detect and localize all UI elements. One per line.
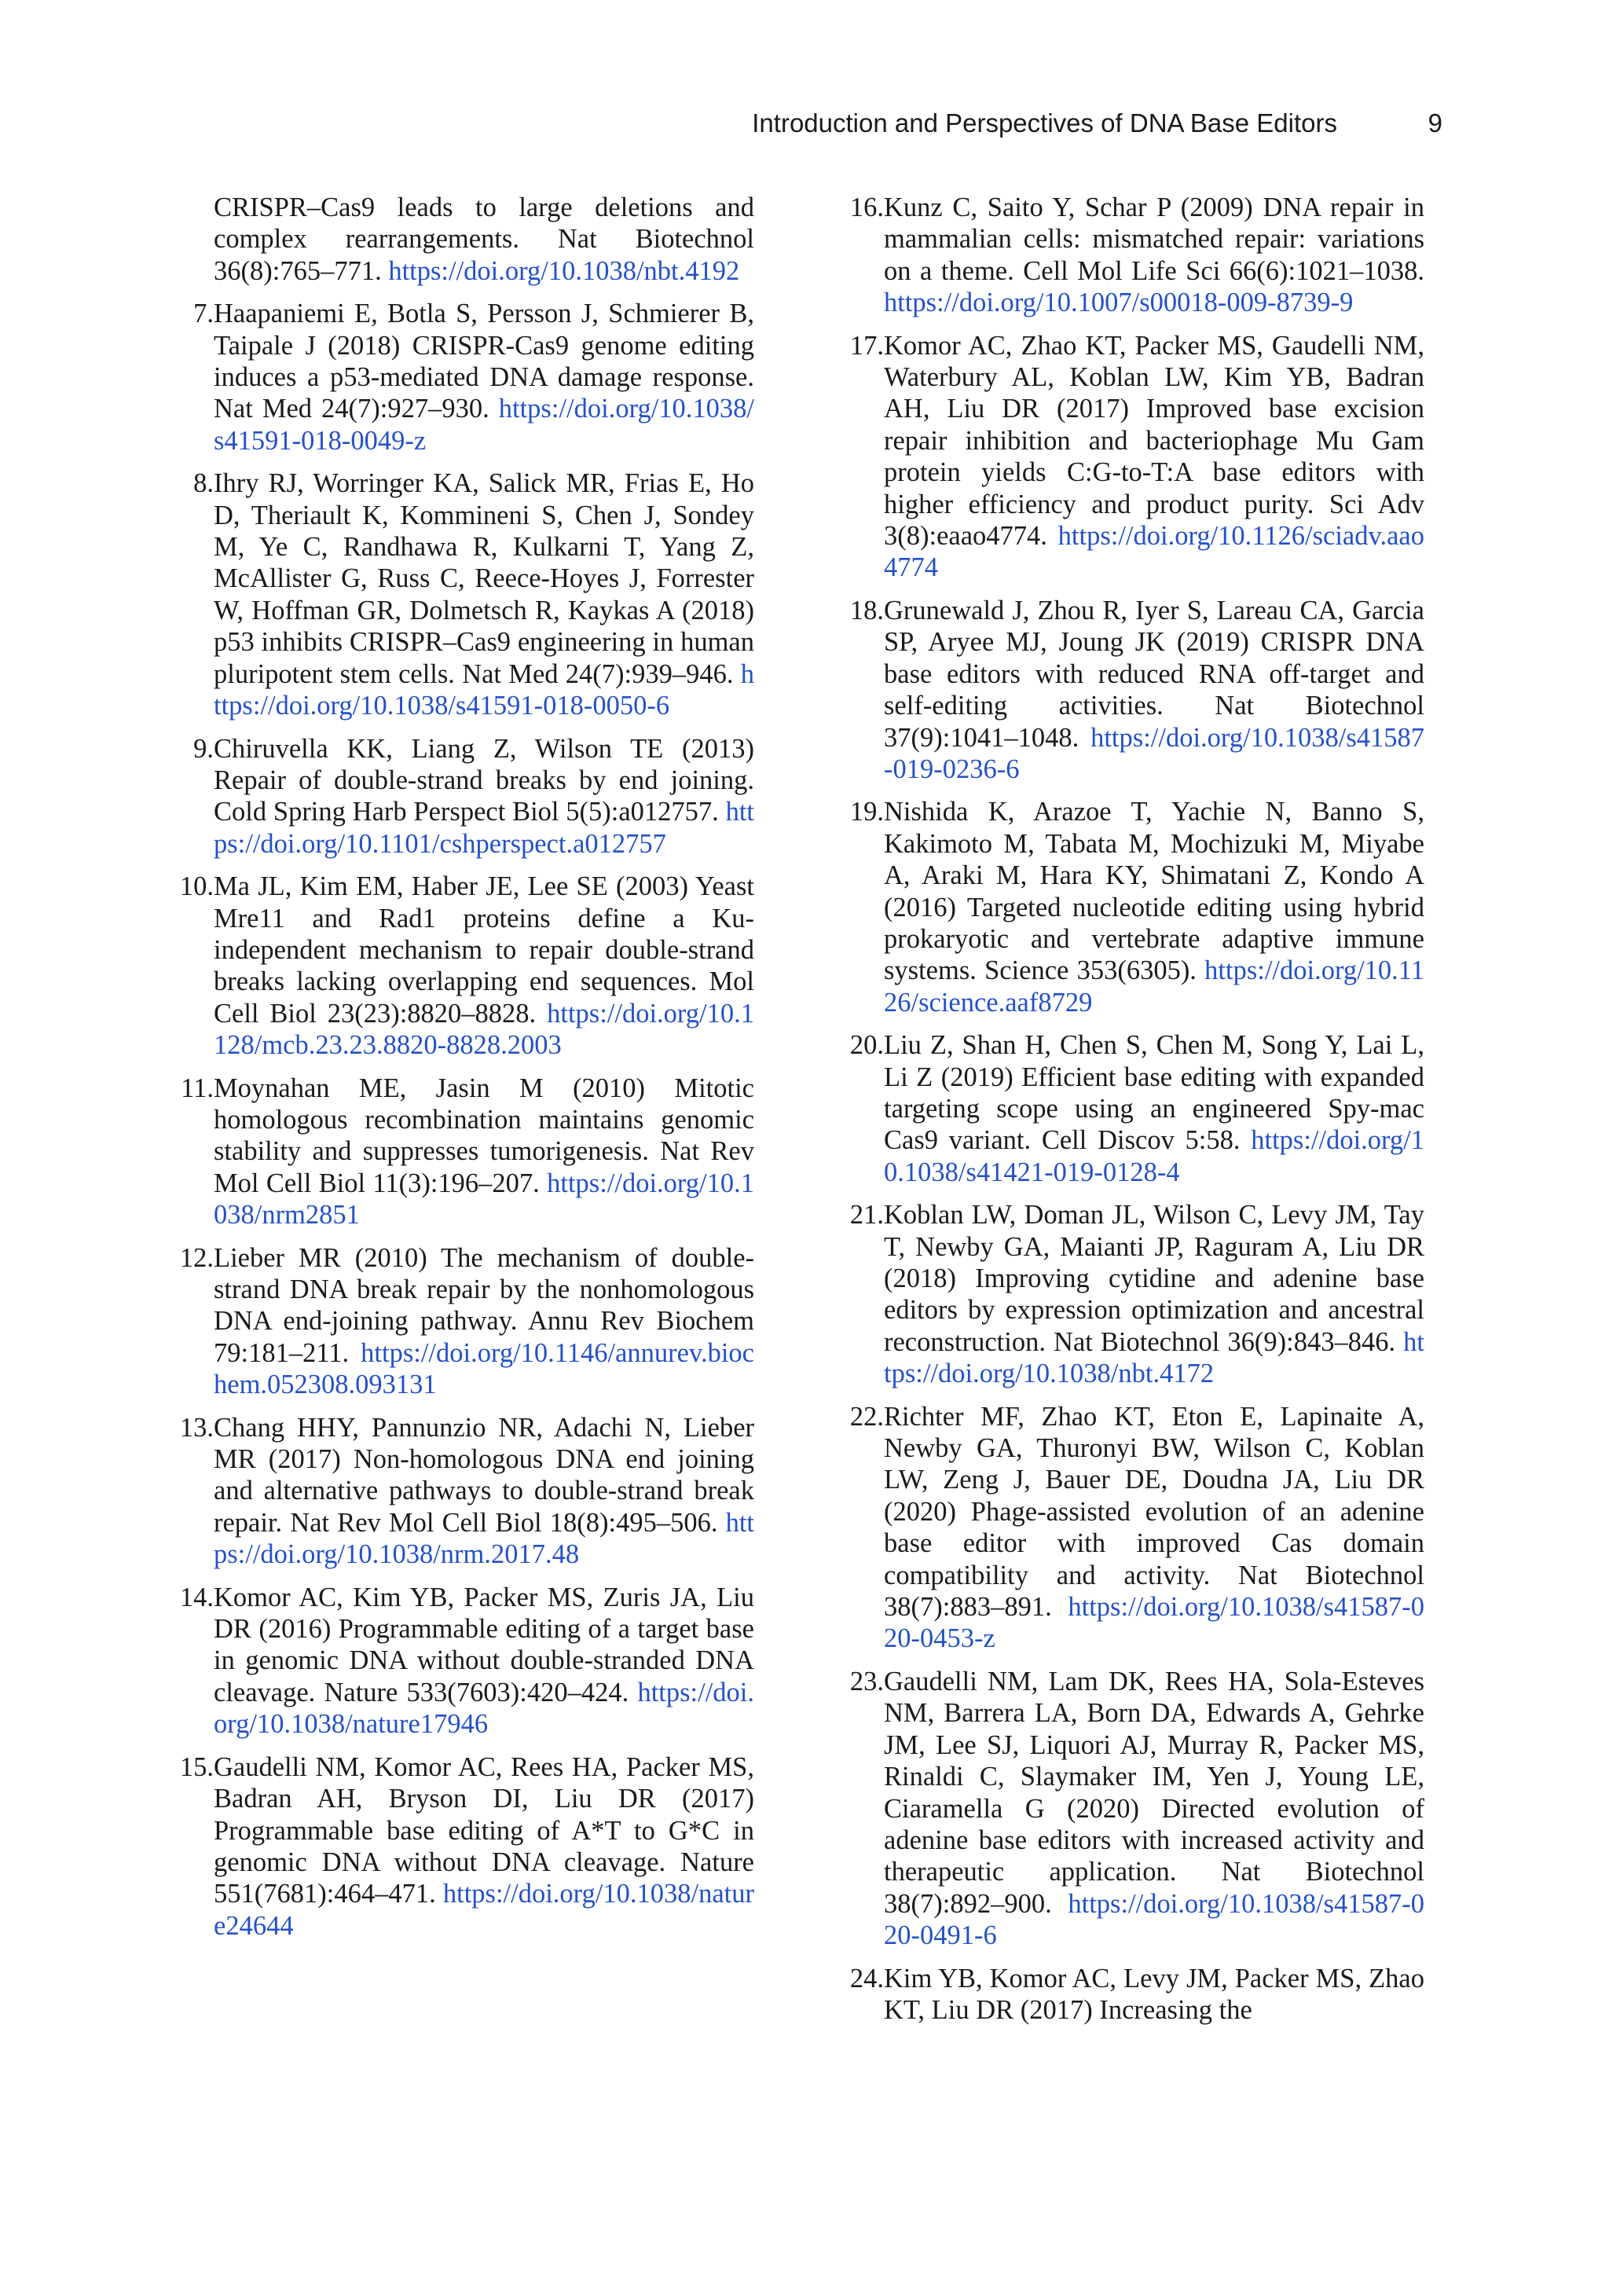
reference-item [843, 1666, 1424, 1952]
reference-number [843, 1401, 884, 1432]
doi-link[interactable]: https://doi.org/10.1126/science.aaf8729 [884, 955, 1425, 1018]
reference-item [173, 1751, 754, 1942]
doi-link[interactable]: https://doi.org/10.1038/nature17946 [214, 1677, 754, 1740]
doi-link[interactable]: https://doi.org/10.1038/s41587-020-0453-z [884, 1592, 1424, 1654]
reference-item [843, 1401, 1424, 1655]
doi-link[interactable]: https://doi.org/10.1038/nbt.4172 [884, 1326, 1424, 1389]
reference-number-label: 23. [849, 1666, 884, 1696]
doi-link[interactable]: https://doi.org/10.1101/cshperspect.a012757 [214, 797, 754, 859]
left-column [173, 192, 754, 1953]
reference-number [843, 1963, 884, 1994]
reference-number-label: 9. [193, 733, 214, 764]
reference-number [843, 1666, 884, 1697]
reference-item [173, 298, 754, 457]
reference-item [843, 595, 1424, 785]
doi-link[interactable]: https://doi.org/10.1038/s41591-018-0050-6 [214, 658, 755, 721]
reference-number [173, 298, 214, 329]
reference-number-label: 11. [181, 1073, 214, 1103]
page-number: 9 [1428, 108, 1442, 138]
reference-text: Haapaniemi E, Botla S, Persson J, Schmierer B, Taipale J (2018) CRISPR-Cas9 genome editing induces a p53-mediated DNA damage response. Nat Med 24(7):927–930. [214, 299, 754, 424]
reference-number-label: 22. [849, 1401, 884, 1432]
reference-text: Chang HHY, Pannunzio NR, Adachi N, Lieber MR (2017) Non-homologous DNA end joining and alternative pathways to double-strand break repair. Nat Rev Mol Cell Biol 18(8):495–506. [214, 1412, 754, 1538]
reference-text: Kim YB, Komor AC, Levy JM, Packer MS, Zhao KT, Liu DR (2017) Increasing the [884, 1963, 1424, 2025]
reference-text: Koblan LW, Doman JL, Wilson C, Levy JM, Tay T, Newby GA, Maianti JP, Raguram A, Liu DR (2018) Improving cytidine and adenine base editors by expression optimization and ancestral reconstruction. Nat Biotechnol 36(9):843–846. [884, 1200, 1424, 1357]
reference-text: Chiruvella KK, Liang Z, Wilson TE (2013) Repair of double-strand breaks by end joining. Cold Spring Harb Perspect Biol 5(5):a012757. [214, 733, 754, 827]
doi-link[interactable]: https://doi.org/10.1038/s41421-019-0128-4 [884, 1125, 1425, 1187]
doi-link[interactable]: https://doi.org/10.1038/nbt.4192 [388, 255, 740, 286]
reference-text: CRISPR–Cas9 leads to large deletions and complex rearrangements. Nat Biotechnol 36(8):765–771. [214, 193, 754, 286]
doi-link[interactable]: https://doi.org/10.1038/nrm.2017.48 [214, 1507, 755, 1570]
reference-item [843, 1963, 1424, 2026]
reference-list-right [843, 192, 1424, 2026]
reference-item [173, 871, 754, 1061]
running-title: Introduction and Perspectives of DNA Base Editors [752, 108, 1337, 138]
reference-item [843, 796, 1424, 1018]
reference-number-label: 21. [849, 1200, 884, 1231]
reference-number-label: 18. [849, 595, 884, 625]
reference-text: Komor AC, Kim YB, Packer MS, Zuris JA, Liu DR (2016) Programmable editing of a target base in genomic DNA without double-stranded DNA cleavage. Nature 533(7603):420–424. [214, 1582, 754, 1707]
reference-number-label: 14. [179, 1582, 214, 1612]
reference-item [173, 1412, 754, 1571]
reference-number [173, 1412, 214, 1443]
reference-item [843, 192, 1424, 319]
reference-text: Nishida K, Arazoe T, Yachie N, Banno S, Kakimoto M, Tabata M, Mochizuki M, Miyabe A, Araki M, Hara KY, Shimatani Z, Kondo A (2016) Targeted nucleotide editing using hybrid prokaryotic and vertebrate adaptive immune systems. Science 353(6305). [884, 797, 1424, 986]
reference-text: Lieber MR (2010) The mechanism of double-strand DNA break repair by the nonhomologous DNA end-joining pathway. Annu Rev Biochem 79:181–211. [214, 1242, 754, 1368]
reference-text: Gaudelli NM, Komor AC, Rees HA, Packer MS, Badran AH, Bryson DI, Liu DR (2017) Programmable base editing of A*T to G*C in genomic DNA without DNA cleavage. Nature 551(7681):464–471. [214, 1751, 754, 1909]
reference-item [173, 733, 754, 860]
reference-number [173, 871, 214, 902]
reference-number [173, 468, 214, 499]
reference-list-left [173, 298, 754, 1942]
reference-number [843, 192, 884, 223]
reference-number-label: 24. [849, 1963, 884, 1993]
reference-number-label: 12. [179, 1242, 214, 1273]
reference-continued [173, 192, 754, 287]
reference-item [173, 1242, 754, 1401]
doi-link[interactable]: https://doi.org/10.1038/s41591-018-0049-z [214, 394, 754, 456]
reference-text: Moynahan ME, Jasin M (2010) Mitotic homologous recombination maintains genomic stability and suppresses tumorigenesis. Nat Rev Mol Cell Biol 11(3):196–207. [214, 1073, 754, 1198]
reference-item [843, 330, 1424, 584]
reference-item [843, 1029, 1424, 1188]
reference-text: Ma JL, Kim EM, Haber JE, Lee SE (2003) Yeast Mre11 and Rad1 proteins define a Ku-independent mechanism to repair double-strand breaks lacking overlapping end sequences. Mol Cell Biol 23(23):8820–8828. [214, 871, 754, 1029]
right-column [843, 192, 1424, 2037]
reference-number-label: 20. [849, 1030, 884, 1061]
running-header [0, 108, 1609, 148]
reference-text: Liu Z, Shan H, Chen S, Chen M, Song Y, Lai L, Li Z (2019) Efficient base editing with expanded targeting scope using an engineered Spy-mac Cas9 variant. Cell Discov 5:58. [884, 1030, 1424, 1156]
reference-item [173, 1073, 754, 1231]
reference-number [843, 1199, 884, 1231]
doi-link[interactable]: https://doi.org/10.1038/nrm2851 [214, 1168, 754, 1231]
doi-link[interactable]: https://doi.org/10.1128/mcb.23.23.8820-8828.2003 [214, 998, 754, 1061]
reference-number [843, 1029, 884, 1061]
doi-link[interactable]: https://doi.org/10.1007/s00018-009-8739-9 [884, 288, 1354, 318]
reference-number-label: 17. [849, 330, 884, 361]
doi-link[interactable]: https://doi.org/10.1038/s41587-020-0491-6 [884, 1888, 1424, 1951]
reference-number [173, 1751, 214, 1783]
reference-item [843, 1199, 1424, 1389]
doi-link[interactable]: https://doi.org/10.1146/annurev.biochem.052308.093131 [214, 1337, 754, 1400]
reference-number [843, 330, 884, 361]
reference-number [843, 595, 884, 626]
reference-text: Kunz C, Saito Y, Schar P (2009) DNA repair in mammalian cells: mismatched repair: variations on a theme. Cell Mol Life Sci 66(6):1021–1038. [884, 193, 1424, 286]
doi-link[interactable]: https://doi.org/10.1126/sciadv.aao4774 [884, 521, 1424, 583]
doi-link[interactable]: https://doi.org/10.1038/nature24644 [214, 1879, 754, 1941]
reference-text: Gaudelli NM, Lam DK, Rees HA, Sola-Esteves NM, Barrera LA, Born DA, Edwards A, Gehrke JM, Lee SJ, Liquori AJ, Murray R, Packer MS, Rinaldi C, Slaymaker IM, Yen J, Young LE, Ciaramella G (2020) Directed evolution of adenine base editors with increased activity and therapeutic application. Nat Biotechnol 38(7):892–900. [884, 1666, 1424, 1919]
doi-link[interactable]: https://doi.org/10.1038/s41587-019-0236-6 [884, 722, 1424, 784]
reference-number [173, 733, 214, 765]
reference-number-label: 16. [849, 193, 884, 222]
reference-item [173, 468, 754, 721]
reference-number [843, 796, 884, 827]
reference-number-label: 10. [179, 871, 214, 902]
reference-number [173, 1073, 214, 1104]
reference-number-label: 19. [849, 797, 884, 827]
reference-number-label: 13. [179, 1412, 214, 1443]
reference-number-label: 8. [193, 468, 214, 499]
reference-number [173, 1582, 214, 1613]
reference-number-label: 15. [179, 1751, 214, 1782]
reference-number-label: 7. [193, 299, 214, 329]
reference-text: Grunewald J, Zhou R, Iyer S, Lareau CA, Garcia SP, Aryee MJ, Joung JK (2019) CRISPR DNA base editors with reduced RNA off-target and self-editing activities. Nat Biotechnol 37(9):1041–1048. [884, 595, 1424, 753]
reference-text: Komor AC, Zhao KT, Packer MS, Gaudelli NM, Waterbury AL, Koblan LW, Kim YB, Badran AH, Liu DR (2017) Improved base excision repair inhibition and bacteriophage Mu Gam protein yields C:G-to-T:A base editors with higher efficiency and product purity. Sci Adv 3(8):eaao4774. [884, 330, 1424, 552]
reference-text: Richter MF, Zhao KT, Eton E, Lapinaite A, Newby GA, Thuronyi BW, Wilson C, Koblan LW, Zeng J, Bauer DE, Doudna JA, Liu DR (2020) Phage-assisted evolution of an adenine base editor with improved Cas domain compatibility and activity. Nat Biotechnol 38(7):883–891. [884, 1401, 1424, 1623]
reference-number [173, 1242, 214, 1274]
reference-text: Ihry RJ, Worringer KA, Salick MR, Frias E, Ho D, Theriault K, Kommineni S, Chen J, Sondey M, Ye C, Randhawa R, Kulkarni T, Yang Z, McAllister G, Russ C, Reece-Hoyes J, Forrester W, Hoffman GR, Dolmetsch R, Kaykas A (2018) p53 inhibits CRISPR–Cas9 engineering in human pluripotent stem cells. Nat Med 24(7):939–946. [214, 468, 754, 689]
reference-item [173, 1582, 754, 1740]
